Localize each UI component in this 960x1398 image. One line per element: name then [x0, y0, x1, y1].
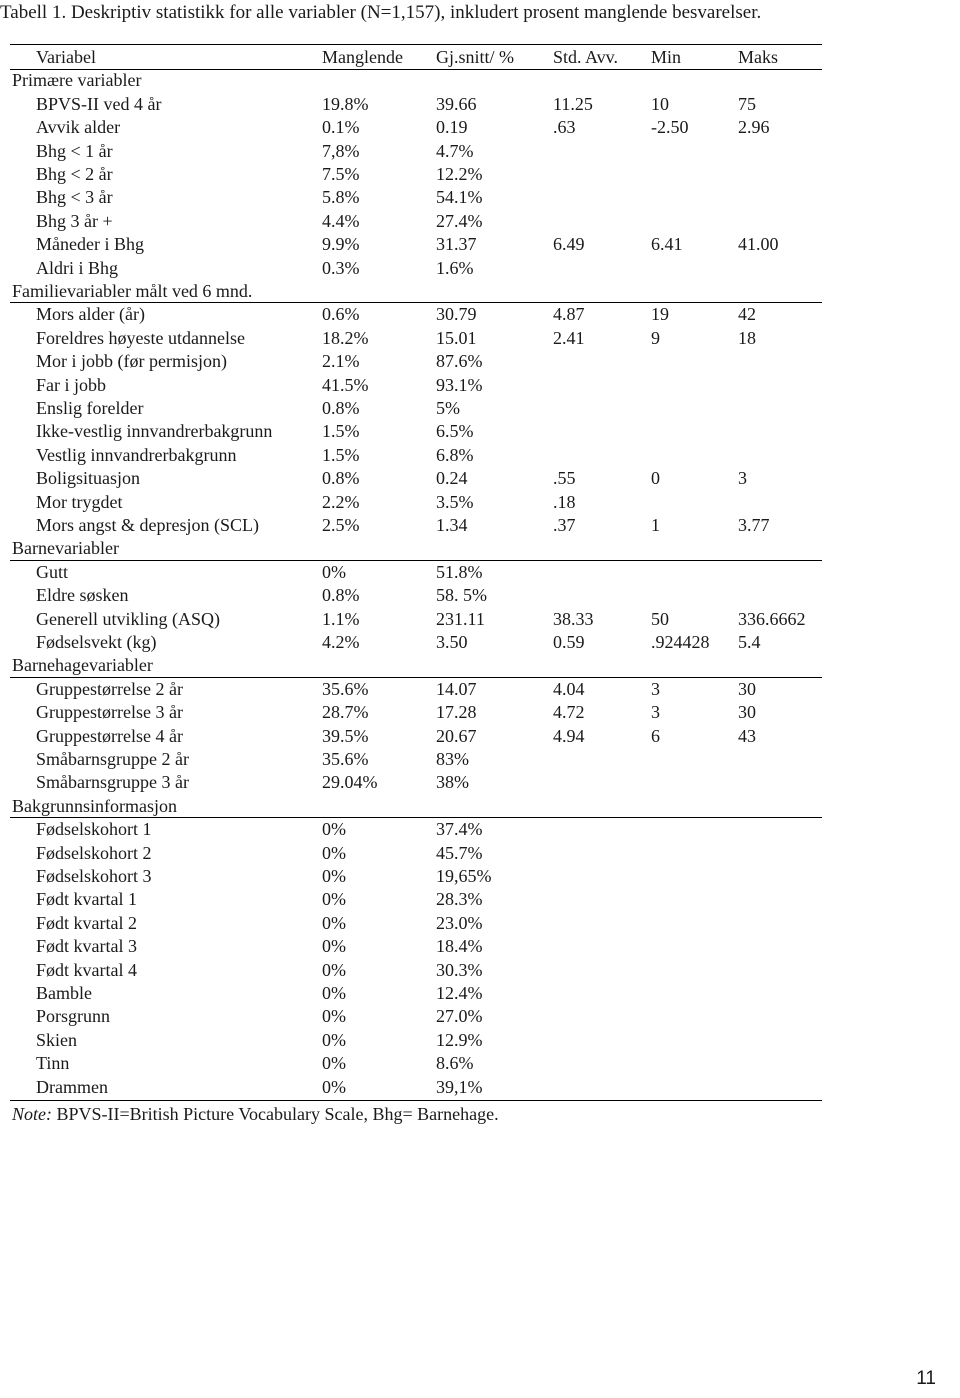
cell-col-1: 0%	[322, 936, 346, 957]
section-title-row	[10, 280, 822, 303]
cell-col-5: Maks	[738, 47, 778, 67]
cell-col-0: Eldre søsken	[36, 585, 129, 606]
table-row	[10, 116, 822, 139]
note-text: BPVS-II=British Picture Vocabulary Scale, Bhg= Barnehage.	[52, 1104, 499, 1124]
cell-col-4: 6	[651, 725, 660, 746]
cell-col-0: Mor trygdet	[36, 491, 123, 512]
cell-col-2: 14.07	[436, 678, 477, 699]
cell-col-1: 0%	[322, 1076, 346, 1097]
cell-col-2: 12.9%	[436, 1029, 483, 1050]
table-row	[10, 701, 822, 724]
cell-col-4: .924428	[651, 632, 710, 652]
cell-col-0: Bamble	[36, 983, 92, 1003]
cell-col-5: 3	[738, 468, 747, 489]
table-row	[10, 140, 822, 163]
cell-col-2: 1.34	[436, 515, 468, 535]
cell-col-4: Min	[651, 47, 682, 67]
cell-col-5: 43	[738, 725, 756, 746]
cell-col-1: 4.4%	[322, 210, 360, 231]
table-row	[10, 1052, 822, 1075]
cell-col-2: 23.0%	[436, 912, 483, 933]
cell-col-0: Mors angst & depresjon (SCL)	[36, 515, 259, 535]
cell-col-1: 0%	[322, 1029, 346, 1050]
table-row	[10, 163, 822, 186]
cell-col-4: 0	[651, 468, 660, 489]
cell-col-3: 2.41	[553, 327, 585, 348]
section-title: Barnevariabler	[12, 538, 119, 559]
cell-col-1: 2.5%	[322, 515, 360, 535]
cell-col-1: 0%	[322, 1006, 346, 1027]
cell-col-1: 0.1%	[322, 117, 360, 138]
table-row	[10, 771, 822, 794]
cell-col-1: 0%	[322, 819, 346, 840]
cell-col-4: 10	[651, 93, 669, 114]
cell-col-4: 50	[651, 608, 669, 629]
bottom-rule	[10, 1100, 822, 1101]
table-note	[12, 1104, 499, 1125]
cell-col-3: 6.49	[553, 234, 585, 255]
table-row	[10, 420, 822, 443]
cell-col-2: 27.0%	[436, 1006, 483, 1027]
table-row	[10, 467, 822, 490]
cell-col-5: 30	[738, 702, 756, 723]
cell-col-2: 19,65%	[436, 866, 492, 886]
cell-col-5: 336.6662	[738, 608, 806, 629]
cell-col-2: 231.11	[436, 608, 485, 629]
cell-col-0: Boligsituasjon	[36, 468, 141, 489]
cell-col-2: 8.6%	[436, 1053, 474, 1074]
cell-col-0: Fødselsvekt (kg)	[36, 632, 157, 652]
table-row	[10, 912, 822, 935]
cell-col-0: Avvik alder	[36, 117, 121, 138]
cell-col-0: Drammen	[36, 1076, 108, 1097]
cell-col-5: 75	[738, 93, 756, 114]
table-row	[10, 350, 822, 373]
cell-col-0: Født kvartal 2	[36, 912, 137, 933]
cell-col-3: 4.72	[553, 702, 585, 723]
cell-col-3: 4.04	[553, 678, 585, 699]
cell-col-2: 54.1%	[436, 187, 483, 208]
table-row	[10, 678, 822, 701]
cell-col-1: 1.5%	[322, 421, 360, 442]
cell-col-3: 4.94	[553, 725, 585, 746]
cell-col-4: 3	[651, 702, 660, 723]
section-title: Barnehagevariabler	[12, 655, 153, 676]
cell-col-0: Gruppestørrelse 4 år	[36, 725, 183, 746]
table-row	[10, 818, 822, 841]
cell-col-2: 31.37	[436, 234, 477, 255]
cell-col-2: 39,1%	[436, 1076, 483, 1097]
cell-col-5: 30	[738, 678, 756, 699]
cell-col-0: Skien	[36, 1029, 78, 1050]
cell-col-0: Gutt	[36, 561, 69, 582]
cell-col-2: 15.01	[436, 327, 477, 348]
cell-col-0: Bhg 3 år +	[36, 210, 113, 231]
cell-col-0: Generell utvikling (ASQ)	[36, 608, 220, 629]
cell-col-2: 30.3%	[436, 959, 483, 980]
cell-col-1: 9.9%	[322, 234, 360, 255]
cell-col-0: Gruppestørrelse 2 år	[36, 678, 183, 699]
cell-col-1: 5.8%	[322, 187, 360, 208]
cell-col-0: Født kvartal 1	[36, 889, 137, 910]
cell-col-3: 38.33	[553, 608, 594, 629]
cell-col-1: 39.5%	[322, 725, 369, 746]
cell-col-2: 39.66	[436, 93, 477, 114]
cell-col-0: Bhg < 3 år	[36, 187, 113, 208]
table-row	[10, 959, 822, 982]
cell-col-0: Født kvartal 3	[36, 936, 137, 957]
section-title: Bakgrunnsinformasjon	[12, 795, 177, 816]
cell-col-1: Manglende	[322, 47, 403, 67]
cell-col-4: 3	[651, 678, 660, 699]
cell-col-2: 45.7%	[436, 842, 483, 863]
cell-col-2: 6.8%	[436, 444, 474, 465]
table-row	[10, 608, 822, 631]
cell-col-1: 7,8%	[322, 140, 360, 161]
cell-col-0: Bhg < 1 år	[36, 140, 113, 161]
cell-col-1: 1.5%	[322, 444, 360, 465]
cell-col-0: Småbarnsgruppe 2 år	[36, 749, 189, 769]
section-title: Familievariabler målt ved 6 mnd.	[12, 281, 253, 301]
table-row	[10, 444, 822, 467]
cell-col-2: 12.4%	[436, 983, 483, 1003]
cell-col-1: 0%	[322, 561, 346, 582]
cell-col-4: 19	[651, 304, 669, 325]
section-title-row	[10, 654, 822, 677]
cell-col-5: 2.96	[738, 117, 770, 138]
cell-col-0: Gruppestørrelse 3 år	[36, 702, 183, 723]
cell-col-1: 35.6%	[322, 678, 369, 699]
table-row	[10, 842, 822, 865]
cell-col-2: 87.6%	[436, 351, 483, 372]
cell-col-2: 37.4%	[436, 819, 483, 840]
cell-col-0: Variabel	[36, 47, 96, 67]
cell-col-1: 0.8%	[322, 468, 360, 489]
cell-col-2: 18.4%	[436, 936, 483, 957]
cell-col-2: 20.67	[436, 725, 477, 746]
cell-col-2: 12.2%	[436, 164, 483, 184]
cell-col-0: Fødselskohort 2	[36, 842, 152, 863]
cell-col-1: 7.5%	[322, 164, 360, 184]
cell-col-2: 4.7%	[436, 140, 474, 161]
section-title: Primære variabler	[12, 70, 142, 91]
cell-col-4: 1	[651, 515, 660, 535]
table-row	[10, 514, 822, 537]
cell-col-2: 5%	[436, 398, 460, 418]
cell-col-1: 0%	[322, 983, 346, 1003]
table-row	[10, 491, 822, 514]
cell-col-5: 42	[738, 304, 756, 325]
cell-col-2: 83%	[436, 749, 469, 769]
table-row	[10, 210, 822, 233]
cell-col-2: 6.5%	[436, 421, 474, 442]
cell-col-0: Måneder i Bhg	[36, 234, 144, 255]
cell-col-0: Aldri i Bhg	[36, 257, 119, 278]
cell-col-0: Småbarnsgruppe 3 år	[36, 772, 189, 793]
cell-col-4: 6.41	[651, 234, 683, 255]
cell-col-2: 17.28	[436, 702, 477, 723]
cell-col-2: 27.4%	[436, 210, 483, 231]
table-row	[10, 982, 822, 1005]
table-row	[10, 888, 822, 911]
cell-col-1: 0%	[322, 1053, 346, 1074]
cell-col-3: .37	[553, 515, 576, 535]
header-row	[10, 46, 822, 69]
cell-col-3: Std. Avv.	[553, 47, 619, 67]
cell-col-1: 41.5%	[322, 374, 369, 395]
cell-col-0: Mors alder (år)	[36, 304, 145, 325]
page-number: 11	[916, 1368, 936, 1389]
cell-col-5: 41.00	[738, 234, 779, 255]
cell-col-0: Far i jobb	[36, 374, 106, 395]
cell-col-2: 1.6%	[436, 257, 474, 278]
cell-col-0: Født kvartal 4	[36, 959, 137, 980]
cell-col-3: 4.87	[553, 304, 585, 325]
cell-col-1: 1.1%	[322, 608, 360, 629]
cell-col-0: Fødselskohort 1	[36, 819, 152, 840]
cell-col-1: 0.8%	[322, 398, 360, 418]
table-row	[10, 233, 822, 256]
cell-col-0: Enslig forelder	[36, 398, 144, 418]
table-row	[10, 374, 822, 397]
cell-col-2: 51.8%	[436, 561, 483, 582]
cell-col-2: Gj.snitt/ %	[436, 47, 515, 67]
cell-col-1: 0%	[322, 959, 346, 980]
table-row	[10, 1076, 822, 1099]
cell-col-1: 29.04%	[322, 772, 378, 793]
cell-col-2: 3.5%	[436, 491, 474, 512]
table-row	[10, 935, 822, 958]
table-row	[10, 303, 822, 326]
cell-col-2: 0.19	[436, 117, 468, 138]
cell-col-1: 35.6%	[322, 749, 369, 769]
cell-col-3: .18	[553, 491, 576, 512]
section-title-row	[10, 69, 822, 92]
cell-col-1: 18.2%	[322, 327, 369, 348]
table-row	[10, 397, 822, 420]
cell-col-4: 9	[651, 327, 660, 348]
cell-col-1: 0.6%	[322, 304, 360, 325]
cell-col-2: 93.1%	[436, 374, 483, 395]
cell-col-0: Ikke-vestlig innvandrerbakgrunn	[36, 421, 273, 442]
cell-col-0: Porsgrunn	[36, 1006, 111, 1027]
cell-col-5: 18	[738, 327, 756, 348]
cell-col-2: 3.50	[436, 632, 468, 652]
cell-col-0: BPVS-II ved 4 år	[36, 93, 162, 114]
cell-col-5: 3.77	[738, 515, 770, 535]
cell-col-2: 30.79	[436, 304, 477, 325]
table-caption: Tabell 1. Deskriptiv statistikk for alle variabler (N=1,157), inkludert prosent manglende besvarelser.	[0, 2, 762, 23]
cell-col-0: Mor i jobb (før permisjon)	[36, 351, 227, 372]
cell-col-1: 0%	[322, 842, 346, 863]
cell-col-1: 0%	[322, 912, 346, 933]
table-row	[10, 1029, 822, 1052]
section-title-row	[10, 795, 822, 818]
cell-col-0: Foreldres høyeste utdannelse	[36, 327, 245, 348]
cell-col-0: Vestlig innvandrerbakgrunn	[36, 444, 237, 465]
table-row	[10, 186, 822, 209]
table-row	[10, 748, 822, 771]
table-row	[10, 257, 822, 280]
table-row	[10, 93, 822, 116]
cell-col-3: 11.25	[553, 93, 593, 114]
cell-col-1: 2.2%	[322, 491, 360, 512]
cell-col-1: 0%	[322, 889, 346, 910]
cell-col-1: 19.8%	[322, 93, 369, 114]
top-rule	[10, 44, 822, 45]
cell-col-0: Tinn	[36, 1053, 70, 1074]
cell-col-3: 0.59	[553, 632, 585, 652]
table-row	[10, 631, 822, 654]
cell-col-1: 0.8%	[322, 585, 360, 606]
cell-col-1: 4.2%	[322, 632, 360, 652]
table-row	[10, 865, 822, 888]
table-row	[10, 725, 822, 748]
cell-col-2: 0.24	[436, 468, 468, 489]
section-title-row	[10, 537, 822, 560]
cell-col-4: -2.50	[651, 117, 689, 138]
cell-col-0: Bhg < 2 år	[36, 164, 113, 184]
cell-col-3: .63	[553, 117, 576, 138]
cell-col-0: Fødselskohort 3	[36, 866, 152, 886]
cell-col-1: 28.7%	[322, 702, 369, 723]
table-row	[10, 561, 822, 584]
cell-col-3: .55	[553, 468, 576, 489]
cell-col-1: 0%	[322, 866, 346, 886]
table-row	[10, 584, 822, 607]
cell-col-1: 2.1%	[322, 351, 360, 372]
note-label: Note:	[12, 1104, 52, 1124]
table-row	[10, 327, 822, 350]
cell-col-2: 58. 5%	[436, 585, 487, 606]
table-row	[10, 1005, 822, 1028]
cell-col-2: 38%	[436, 772, 469, 793]
cell-col-2: 28.3%	[436, 889, 483, 910]
cell-col-1: 0.3%	[322, 257, 360, 278]
cell-col-5: 5.4	[738, 632, 761, 652]
